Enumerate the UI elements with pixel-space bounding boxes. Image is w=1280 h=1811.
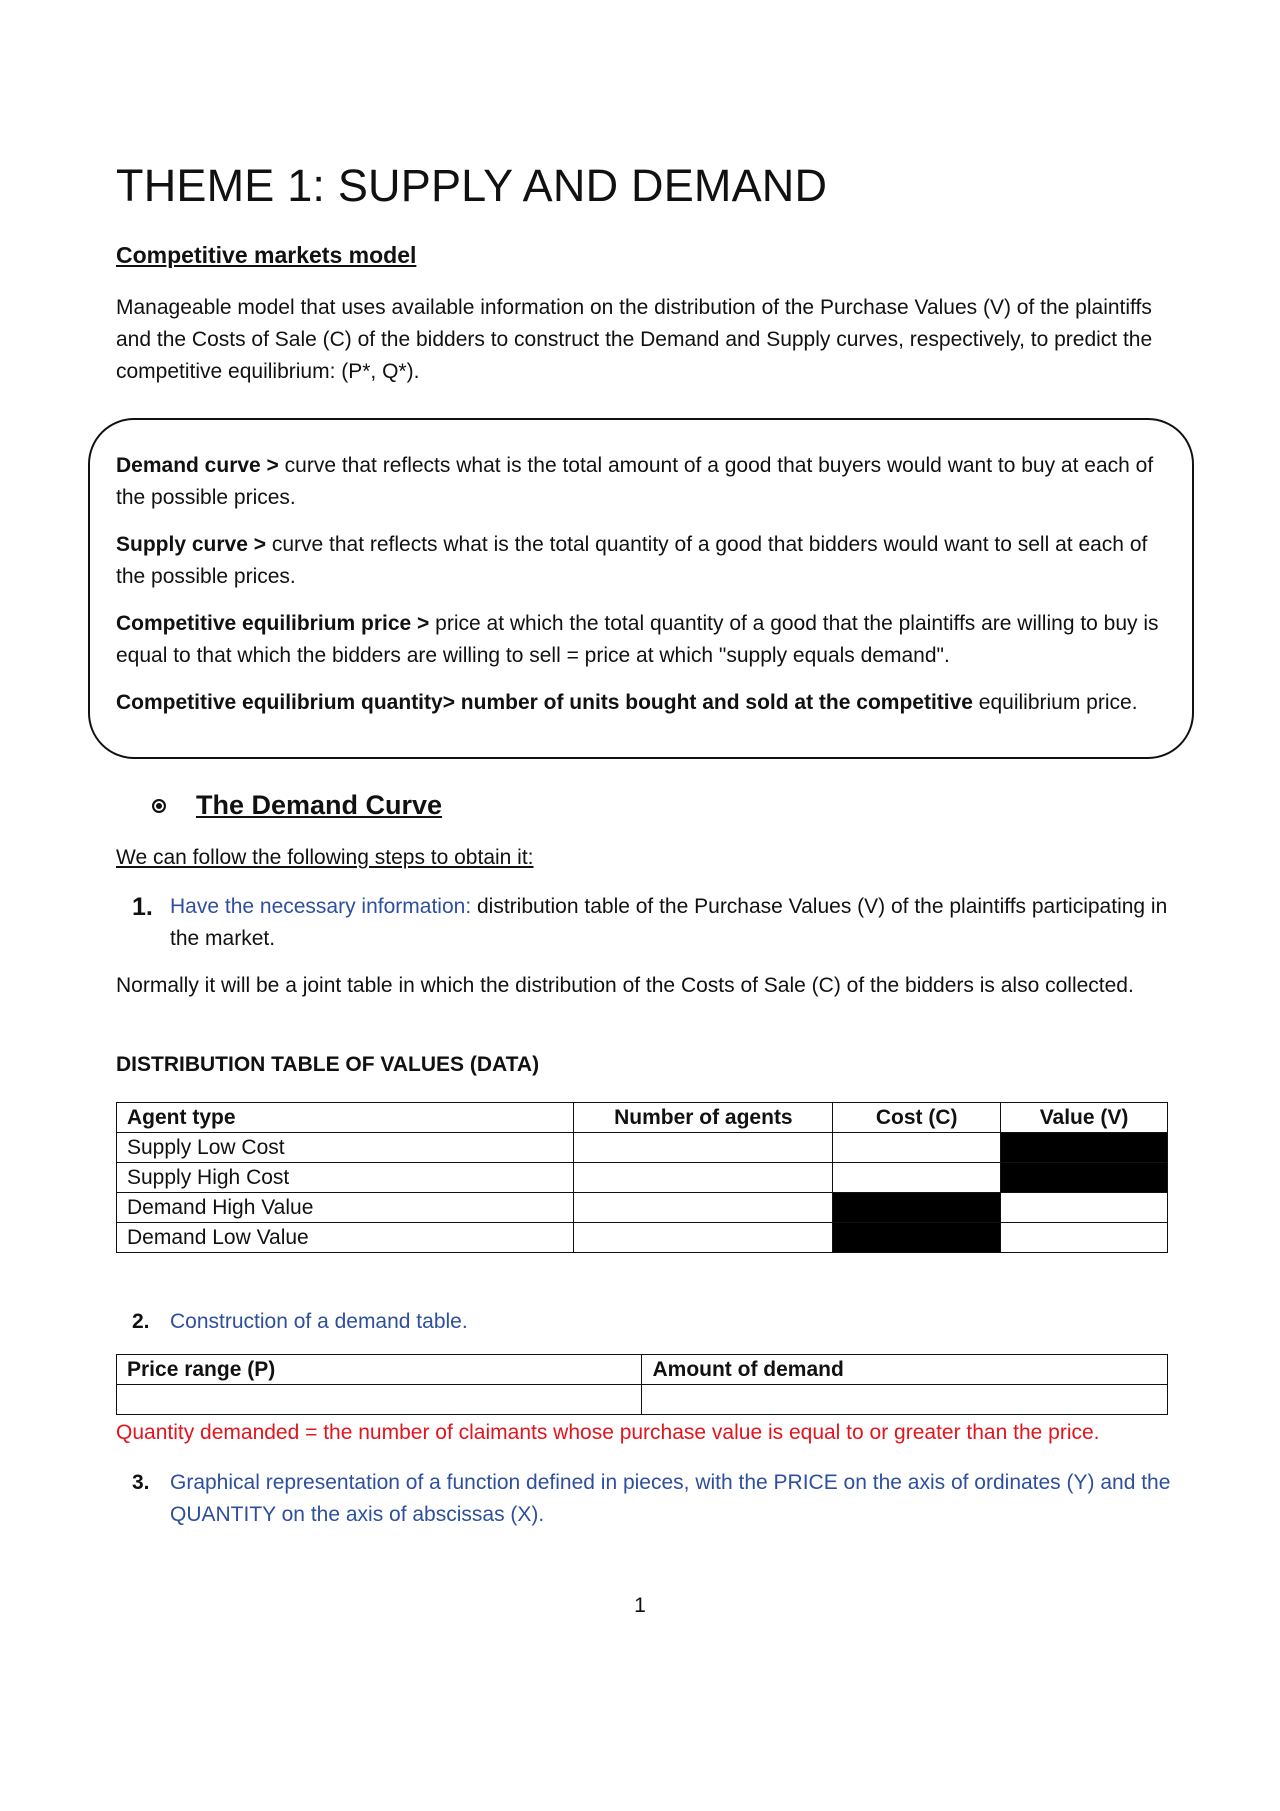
number-cell	[574, 1133, 833, 1163]
step-1-text: distribution table of the Purchase Values (V) of the plaintiffs participating in the market.	[170, 895, 1168, 950]
demand-curve-heading: The Demand Curve	[196, 790, 443, 820]
demand-table	[116, 1354, 1168, 1415]
step-1-number: 1.	[132, 893, 153, 921]
cost-cell	[833, 1163, 1001, 1193]
step-1-lead: Have the necessary information:	[170, 895, 472, 918]
header-amount-of-demand: Amount of demand	[642, 1355, 1168, 1385]
step-3-text: Graphical representation of a function defined in pieces, with the PRICE on the axis of ordinates (Y) and the QUANTITY on the axis of abscissas (X).	[170, 1471, 1171, 1526]
header-agent-type: Agent type	[117, 1103, 574, 1133]
definition-equilibrium-quantity: Competitive equilibrium quantity> number of units bought and sold at the competitive equilibrium price.	[116, 691, 1138, 714]
step-2-number: 2.	[132, 1310, 150, 1333]
demand-curve-heading-row	[152, 790, 442, 821]
table-header-row	[117, 1103, 1168, 1133]
value-cell	[1001, 1193, 1168, 1223]
table-row	[117, 1385, 1168, 1415]
definition-equilibrium-price: Competitive equilibrium price > price at which the total quantity of a good that the plaintiffs are willing to buy is equal to that which the bidders are willing to sell = price at which "supply equals demand".	[116, 612, 1159, 667]
price-range-cell	[117, 1385, 642, 1415]
definition-supply-curve: Supply curve > curve that reflects what is the total quantity of a good that bidders would want to sell at each of the possible prices.	[116, 533, 1148, 588]
cost-cell-shaded	[833, 1193, 1001, 1223]
number-cell	[574, 1223, 833, 1253]
bullet-icon	[152, 799, 166, 813]
step-2-text: Construction of a demand table.	[170, 1310, 468, 1333]
step-1	[132, 891, 1182, 955]
header-number-of-agents: Number of agents	[574, 1103, 833, 1133]
quantity-demanded-note: Quantity demanded = the number of claimants whose purchase value is equal to or greater than the price.	[116, 1421, 1100, 1444]
table-header-row	[117, 1355, 1168, 1385]
table-row	[117, 1193, 1168, 1223]
step-3-number: 3.	[132, 1471, 150, 1494]
cost-cell	[833, 1133, 1001, 1163]
page-number: 1	[634, 1594, 646, 1617]
page-title: THEME 1: SUPPLY AND DEMAND	[116, 160, 828, 211]
section-heading: Competitive markets model	[116, 242, 417, 268]
intro-paragraph: Manageable model that uses available information on the distribution of the Purchase Values (V) of the plaintiffs and the Costs of Sale (C) of the bidders to construct the Demand and Supply curves, respectively, to predict the competitive equilibrium: (P*, Q*).	[116, 296, 1153, 383]
value-cell-shaded	[1001, 1133, 1168, 1163]
number-cell	[574, 1163, 833, 1193]
amount-cell	[642, 1385, 1168, 1415]
value-cell-shaded	[1001, 1163, 1168, 1193]
steps-intro: We can follow the following steps to obtain it:	[116, 846, 534, 869]
header-cost: Cost (C)	[833, 1103, 1001, 1133]
table-row	[117, 1163, 1168, 1193]
definitions-box	[88, 418, 1194, 759]
agent-type-cell: Demand High Value	[117, 1193, 574, 1223]
value-cell	[1001, 1223, 1168, 1253]
table-row	[117, 1133, 1168, 1163]
cost-cell-shaded	[833, 1223, 1001, 1253]
definition-demand-curve: Demand curve > curve that reflects what is the total amount of a good that buyers would want to buy at each of the possible prices.	[116, 454, 1154, 509]
agent-type-cell: Supply Low Cost	[117, 1133, 574, 1163]
agent-type-cell: Demand Low Value	[117, 1223, 574, 1253]
table-caption: DISTRIBUTION TABLE OF VALUES (DATA)	[116, 1053, 540, 1076]
number-cell	[574, 1193, 833, 1223]
agent-type-cell: Supply High Cost	[117, 1163, 574, 1193]
distribution-table	[116, 1102, 1168, 1253]
header-value: Value (V)	[1001, 1103, 1168, 1133]
header-price-range: Price range (P)	[117, 1355, 642, 1385]
joint-table-note: Normally it will be a joint table in which the distribution of the Costs of Sale (C) of the bidders is also collected.	[116, 974, 1134, 997]
table-row	[117, 1223, 1168, 1253]
